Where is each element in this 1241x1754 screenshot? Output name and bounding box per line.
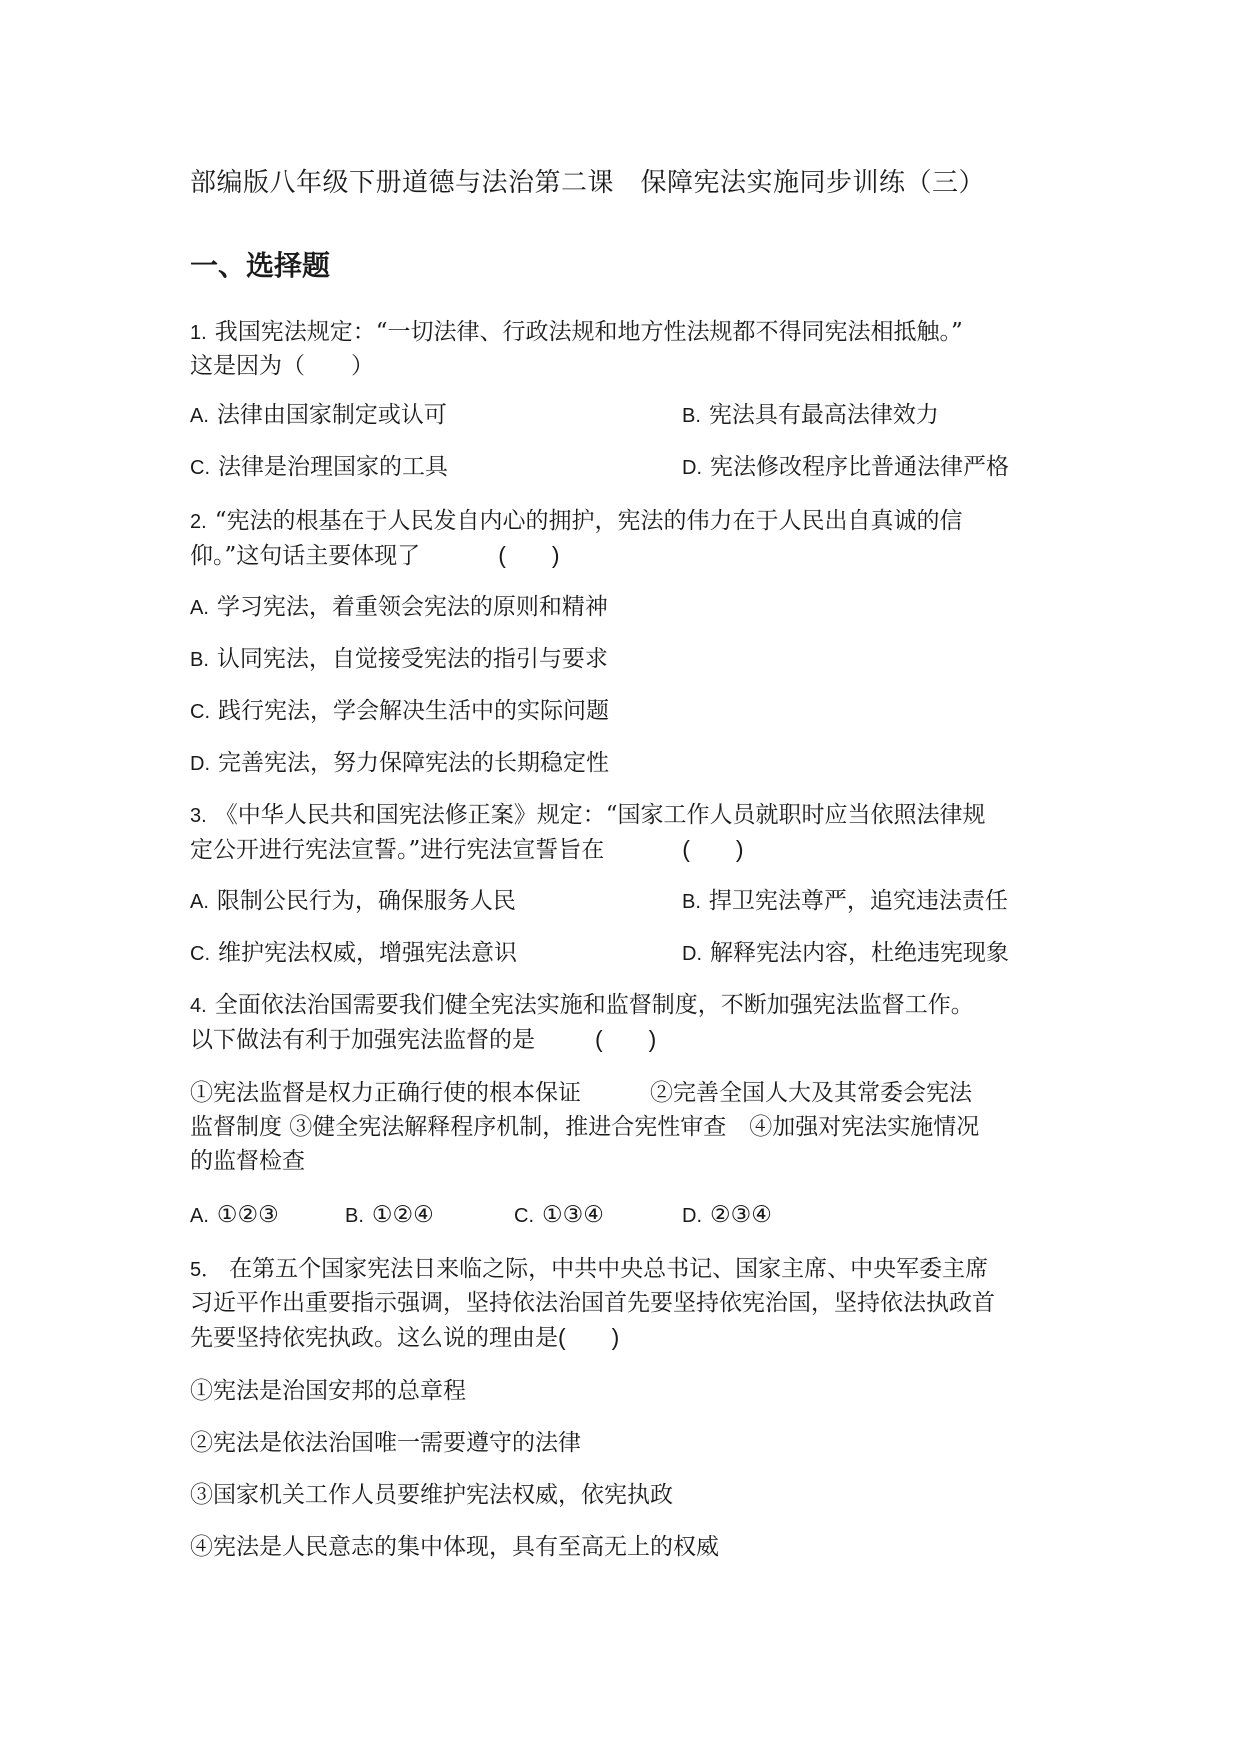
question-4-text-2: 以下做法有利于加强宪法监督的是 — [190, 1027, 535, 1053]
answer-paren: ( ) — [498, 542, 560, 568]
option-text: 学习宪法，着重领会宪法的原则和精神 — [216, 594, 608, 620]
option-text: ①③④ — [542, 1202, 604, 1228]
option-label: A. — [190, 597, 209, 619]
option-label: B. — [345, 1205, 364, 1227]
question-4-text-1: 全面依法治国需要我们健全宪法实施和监督制度，不断加强宪法监督工作。 — [214, 992, 974, 1018]
question-3-option-b — [682, 884, 1008, 919]
option-text: 法律是治理国家的工具 — [218, 454, 448, 480]
answer-paren: ( ) — [682, 836, 744, 862]
option-text: 限制公民行为，确保服务人民 — [216, 888, 516, 914]
question-2-text-2: 仰。”这句话主要体现了 — [190, 543, 421, 569]
question-1-line-2: 这是因为（ ） — [190, 353, 374, 379]
option-label: B. — [682, 405, 701, 427]
question-1-line-1 — [190, 315, 963, 350]
option-label: A. — [190, 1205, 209, 1227]
option-label: C. — [514, 1205, 534, 1227]
question-3-option-a — [190, 884, 516, 919]
option-text: 宪法修改程序比普通法律严格 — [710, 454, 1009, 480]
question-4-number: 4. — [190, 995, 207, 1017]
question-2-option-d — [190, 746, 609, 781]
document-title: 部编版八年级下册道德与法治第二课 保障宪法实施同步训练（三） — [190, 168, 986, 198]
option-label: C. — [190, 457, 210, 479]
question-3-text-2: 定公开进行宪法宣誓。”进行宪法宣誓旨在 — [190, 837, 605, 863]
question-5-line-3 — [190, 1320, 619, 1355]
question-5-line-2: 习近平作出重要指示强调，坚持依法治国首先要坚持依宪治国，坚持依法执政首 — [190, 1290, 995, 1316]
question-1-text-1: 我国宪法规定：“一切法律、行政法规和地方性法规都不得同宪法相抵触。” — [214, 319, 963, 345]
option-label: C. — [190, 943, 210, 965]
question-4-line-2 — [190, 1022, 656, 1057]
option-label: D. — [682, 943, 702, 965]
option-text: ①②③ — [216, 1202, 279, 1228]
question-4-option-a — [190, 1198, 279, 1233]
question-1-option-d — [682, 450, 1009, 485]
option-label: D. — [682, 457, 702, 479]
option-label: D. — [190, 753, 210, 775]
question-5-statement-3: ③国家机关工作人员要维护宪法权威，依宪执政 — [190, 1482, 673, 1508]
question-2-text-1: “宪法的根基在于人民发自内心的拥护，宪法的伟力在于人民出自真诚的信 — [214, 508, 963, 534]
option-label: B. — [682, 891, 701, 913]
question-4-statements-line-1: ①宪法监督是权力正确行使的根本保证 ②完善全国人大及其常委会宪法 — [190, 1080, 972, 1106]
question-4-statements-line-3: 的监督检查 — [190, 1148, 305, 1174]
question-1-option-b — [682, 398, 939, 433]
question-2-option-b — [190, 642, 608, 677]
question-4-statements-line-2: 监督制度 ③健全宪法解释程序机制，推进合宪性审查 ④加强对宪法实施情况 — [190, 1114, 980, 1140]
question-5-line-1 — [190, 1252, 988, 1287]
question-4-option-b — [345, 1198, 434, 1233]
question-4-line-1 — [190, 988, 974, 1023]
question-4-option-c — [514, 1198, 604, 1233]
option-text: ①②④ — [371, 1202, 434, 1228]
question-4-option-d — [682, 1198, 772, 1233]
question-3-text-1: 《中华人民共和国宪法修正案》规定：“国家工作人员就职时应当依照法律规 — [214, 802, 986, 828]
question-2-line-1 — [190, 504, 962, 539]
question-5-statement-2: ②宪法是依法治国唯一需要遵守的法律 — [190, 1430, 581, 1456]
answer-paren: ( ) — [595, 1026, 657, 1052]
question-2-number: 2. — [190, 511, 207, 533]
option-text: 捍卫宪法尊严，追究违法责任 — [708, 888, 1008, 914]
option-text: 完善宪法，努力保障宪法的长期稳定性 — [218, 750, 609, 776]
option-text: 解释宪法内容，杜绝违宪现象 — [710, 940, 1009, 966]
question-3-line-1 — [190, 798, 985, 833]
question-2-line-2 — [190, 538, 560, 573]
question-1-option-c — [190, 450, 448, 485]
option-text: ②③④ — [710, 1202, 772, 1228]
question-5-text-3: 先要坚持依宪执政。这么说的理由是 — [190, 1325, 558, 1351]
option-label: B. — [190, 649, 209, 671]
option-label: D. — [682, 1205, 702, 1227]
question-2-option-c — [190, 694, 609, 729]
question-3-option-c — [190, 936, 517, 971]
question-2-option-a — [190, 590, 608, 625]
question-3-number: 3. — [190, 805, 207, 827]
option-text: 维护宪法权威，增强宪法意识 — [218, 940, 517, 966]
question-5-statement-4: ④宪法是人民意志的集中体现，具有至高无上的权威 — [190, 1534, 719, 1560]
option-label: C. — [190, 701, 210, 723]
option-label: A. — [190, 405, 209, 427]
question-5-statement-1: ①宪法是治国安邦的总章程 — [190, 1378, 466, 1404]
question-5-number: 5． — [190, 1259, 222, 1281]
option-text: 宪法具有最高法律效力 — [708, 402, 939, 428]
option-text: 法律由国家制定或认可 — [216, 402, 447, 428]
option-text: 践行宪法，学会解决生活中的实际问题 — [218, 698, 609, 724]
question-5-text-1: 在第五个国家宪法日来临之际，中共中央总书记、国家主席、中央军委主席 — [229, 1256, 989, 1282]
answer-paren: ( ) — [558, 1324, 620, 1350]
question-3-line-2 — [190, 832, 744, 867]
option-text: 认同宪法，自觉接受宪法的指引与要求 — [216, 646, 608, 672]
question-1-option-a — [190, 398, 447, 433]
section-heading: 一、选择题 — [190, 249, 331, 282]
question-1-number: 1. — [190, 322, 207, 344]
option-label: A. — [190, 891, 209, 913]
question-3-option-d — [682, 936, 1009, 971]
